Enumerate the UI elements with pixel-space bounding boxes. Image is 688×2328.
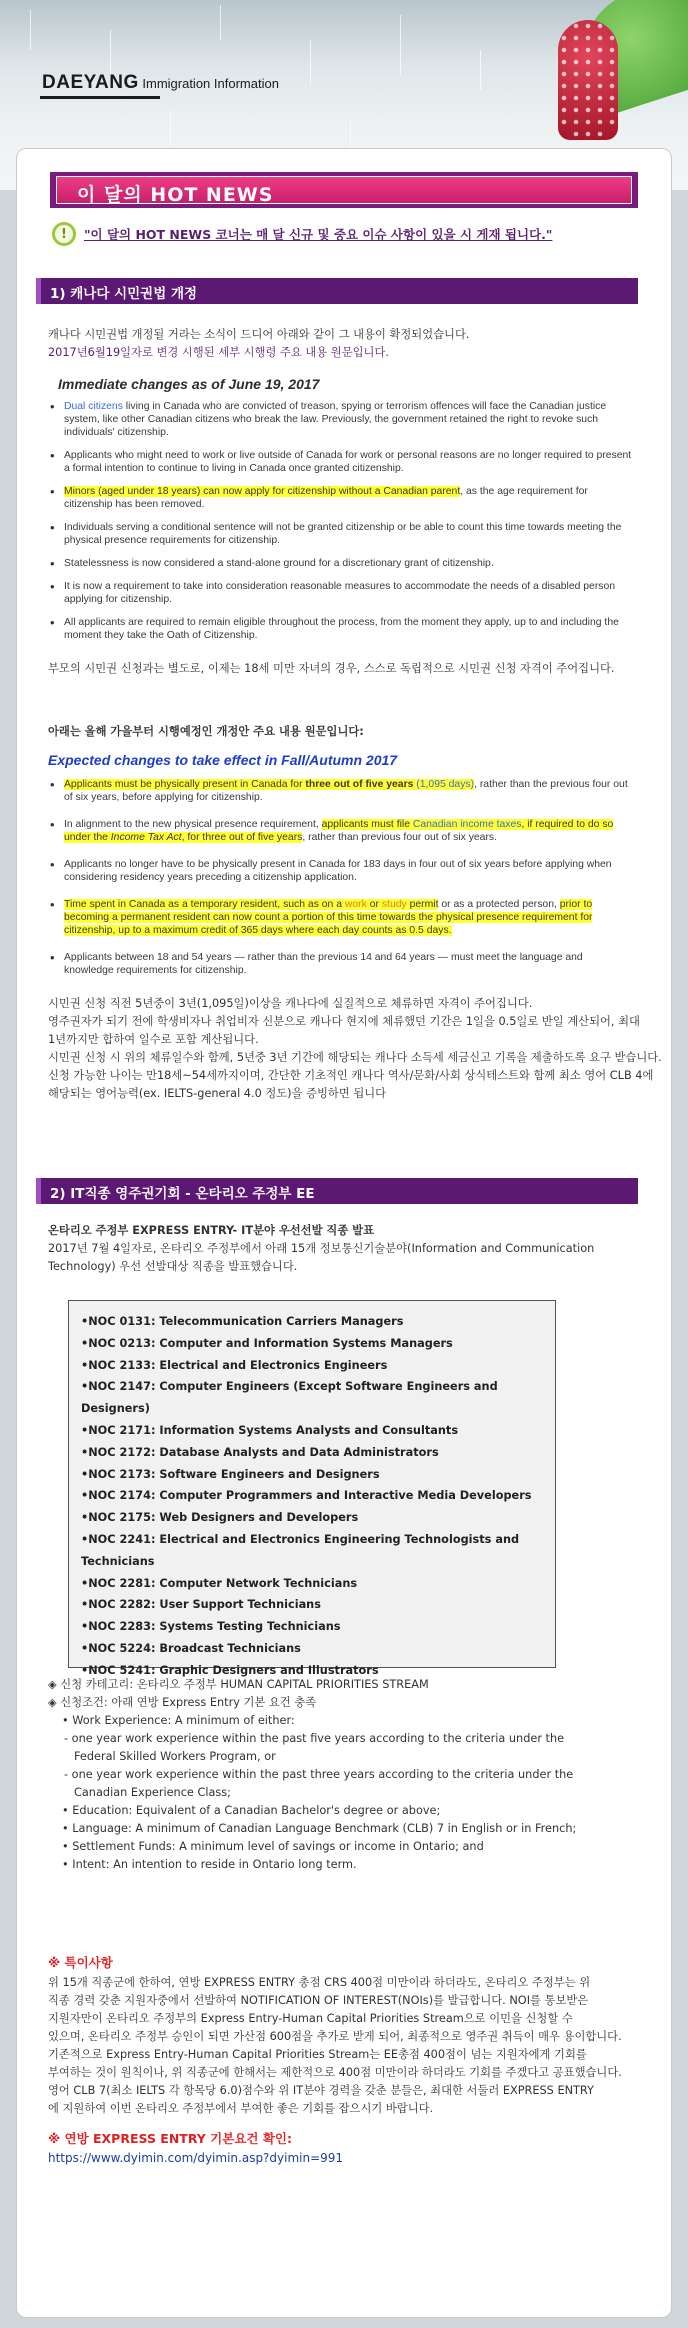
section1-intro: 캐나다 시민권법 개정될 거라는 소식이 드디어 아래와 같이 그 내용이 확정되었습니다.	[48, 328, 470, 341]
noc-item: •NOC 2282: User Support Technicians	[81, 1598, 321, 1612]
special-line: 위 15개 직종군에 한하여, 연방 EXPRESS ENTRY 총점 CRS 400점 미만이라 하더라도, 온타리오 주정부는 위	[48, 1976, 591, 1989]
hotnews-banner-inner	[56, 176, 632, 204]
notice-text: "이 달의 HOT NEWS 코너는 매 달 신규 및 중요 이슈 사항이 있을 시 게재 됩니다."	[84, 227, 553, 242]
special-line: 직종 경력 갖춘 지원자중에서 선발하여 NOTIFICATION OF INTEREST(NOIs)를 발급합니다. NOI를 통보받은	[48, 1994, 589, 2007]
section2-headline: 온타리오 주정부 EXPRESS ENTRY- IT분야 우선선발 직종 발표	[48, 1224, 375, 1237]
req-work-1a: - one year work experience within the past five years according to the criteria under the	[64, 1732, 565, 1745]
section-accent	[36, 1178, 41, 1204]
fall-list	[48, 778, 634, 991]
req-intent: • Intent: An intention to reside in Ontario long term.	[62, 1858, 357, 1871]
section1-header	[36, 278, 638, 304]
noc-item: •NOC 5224: Broadcast Technicians	[81, 1641, 301, 1655]
list-item: • Minors (aged under 18 years) can now apply for citizenship without a Canadian parent, as the age requirement for citizenship has been removed.	[48, 485, 634, 511]
noc-item: •NOC 2172: Database Analysts and Data Administrators	[81, 1445, 439, 1459]
list-item: • Applicants must be physically present in Canada for three out of five years (1,095 days), rather than the previous four out of six years, before applying for citizenship.	[48, 778, 634, 804]
special-line: 부여하는 것이 원칙이나, 위 직종군에 한해서는 제한적으로 400점 미만이라 하더라도 기회를 주겠다고 공표했습니다.	[48, 2066, 622, 2079]
list-item: • Statelessness is now considered a stand-alone ground for a discretionary grant of citizenship.	[48, 557, 634, 570]
req-work-2a: - one year work experience within the past three years according to the criteria under the	[64, 1768, 574, 1781]
noc-item: •NOC 5241: Graphic Designers and Illustrators	[81, 1663, 379, 1677]
noc-item: •NOC 2173: Software Engineers and Designers	[81, 1467, 380, 1481]
special-block	[48, 1974, 638, 2118]
hotnews-title: 이 달의 HOT NEWS	[77, 184, 274, 206]
rain-streak	[350, 120, 351, 150]
minor-note: 부모의 시민권 신청과는 별도로, 이제는 18세 미만 자녀의 경우, 스스로 독립적으로 시민권 신청 자격이 주어집니다.	[48, 662, 615, 675]
rain-streak	[480, 50, 481, 90]
noc-item: •NOC 0213: Computer and Information Systems Managers	[81, 1336, 453, 1350]
special-line: 기존적으로 Express Entry-Human Capital Priorities Stream는 EE총점 400점이 넘는 지원자에게 기회를	[48, 2048, 587, 2061]
noc-item: •NOC 2147: Computer Engineers (Except Software Engineers and Designers)	[81, 1380, 498, 1416]
express-entry-link[interactable]: https://www.dyimin.com/dyimin.asp?dyimin=991	[48, 2151, 344, 2165]
immediate-heading: Immediate changes as of June 19, 2017	[58, 376, 320, 392]
summary-line-5: 신청 가능한 나이는 만18세~54세까지이며, 간단한 기초적인 캐나다 역사/문화/사회 상식테스트와 함께 최소 영어 CLB 4에	[48, 1069, 654, 1082]
section2-header	[36, 1178, 638, 1204]
list-item: • Applicants who might need to work or live outside of Canada for work or personal reasons are no longer required to present a formal intention to continue to living in Canada once granted citizenship.	[48, 449, 634, 475]
section2-title: 2) IT직종 영주권기회 - 온타리오 주정부 EE	[50, 1186, 315, 1202]
special-title: ※ 특이사항	[48, 1955, 113, 1970]
noc-item: •NOC 2171: Information Systems Analysts and Consultants	[81, 1423, 459, 1437]
noc-item: Technicians	[81, 1554, 155, 1568]
summary-line-3: 1년까지만 합하여 일수로 포함 계산됩니다.	[48, 1033, 259, 1046]
list-item: • Individuals serving a conditional sentence will not be granted citizenship or be able to count this time towards meeting the physical presence requirements for citizenship.	[48, 521, 634, 547]
req-conditions: ◈ 신청조건: 아래 연방 Express Entry 기본 요건 충족	[48, 1696, 317, 1709]
section-accent	[36, 278, 41, 304]
list-item: • Applicants between 18 and 54 years — rather than the previous 14 and 64 years — must meet the language and knowledge requirements for citizenship.	[48, 951, 634, 977]
rain-streak	[400, 15, 401, 75]
noc-item: •NOC 2175: Web Designers and Developers	[81, 1511, 359, 1525]
special-line: 에 지원하여 이번 온타리오 주정부에서 부여한 좋은 기회를 잡으시기 바랍니다.	[48, 2102, 434, 2115]
summary-line-6: 해당되는 영어능력(ex. IELTS-general 4.0 정도)을 증빙하면 됩니다	[48, 1087, 387, 1100]
summary-line-2: 영주권자가 되기 전에 학생비자나 취업비자 신분으로 캐나다 현지에 체류했던 기간은 1일을 0.5일로 반일 계산되어, 최대	[48, 1015, 640, 1028]
noc-item: •NOC 2241: Electrical and Electronics Engineering Technologists and	[81, 1532, 520, 1546]
noc-item: •NOC 2281: Computer Network Technicians	[81, 1576, 358, 1590]
list-item: • It is now a requirement to take into consideration reasonable measures to accommodate the needs of a disabled person applying for citizenship.	[48, 580, 634, 606]
link-title: ※ 연방 EXPRESS ENTRY 기본요건 확인:	[48, 2131, 292, 2146]
brand-subtitle: Immigration Information	[138, 76, 279, 91]
section2-intro-2: Technology) 우선 선발대상 직종을 발표했습니다.	[48, 1260, 298, 1273]
noc-item: •NOC 2283: Systems Testing Technicians	[81, 1620, 341, 1634]
list-item: • In alignment to the new physical presence requirement, applicants must file Canadian income taxes, if required to do so under the Income Tax Act, for three out of five years, rather than previous four out of six years.	[48, 818, 634, 844]
rain-streak	[170, 110, 171, 145]
noc-item: •NOC 2174: Computer Programmers and Interactive Media Developers	[81, 1489, 532, 1503]
list-item: • Time spent in Canada as a temporary resident, such as on a work or study permit or as a protected person, prior to becoming a permanent resident can now count a portion of this time towards the physical presence requirement for citizenship, up to a maximum credit of 365 days where each day counts as 0.5 days.	[48, 898, 634, 937]
requirements-block	[48, 1676, 638, 1874]
req-funds: • Settlement Funds: A minimum level of savings or income in Ontario; and	[62, 1840, 484, 1853]
fall-intro: 아래는 올해 가을부터 시행예정인 개정안 주요 내용 원문입니다:	[48, 725, 364, 738]
hotnews-banner	[50, 172, 638, 208]
rain-streak	[310, 40, 311, 85]
logo-underline	[40, 96, 160, 99]
req-language: • Language: A minimum of Canadian Language Benchmark (CLB) 7 in English or in French;	[62, 1822, 577, 1835]
section1-title: 1) 캐나다 시민권법 개정	[50, 286, 198, 302]
rain-streak	[220, 5, 221, 40]
summary-line-1: 시민권 신청 직전 5년중이 3년(1,095일)이상을 캐나다에 실질적으로 체류하면 자격이 주어집니다.	[48, 997, 533, 1010]
summary-line-4: 시민권 신청 시 위의 체류일수와 함께, 5년중 3년 기간에 해당되는 캐나다 소득세 세금신고 기록을 제출하도록 요구 받습니다.	[48, 1051, 662, 1064]
rain-streak	[30, 10, 31, 50]
brand-name: DAEYANG	[42, 72, 139, 93]
noc-list-box	[68, 1300, 556, 1677]
noc-item: •NOC 0131: Telecommunication Carriers Managers	[81, 1315, 404, 1328]
req-work: • Work Experience: A minimum of either:	[62, 1714, 295, 1727]
notice-row	[52, 222, 552, 246]
special-line: 지원자만이 온타리오 주정부의 Express Entry-Human Capital Priorities Stream으로 이민을 신청할 수	[48, 2012, 573, 2025]
list-item: • Dual citizens living in Canada who are convicted of treason, spying or terrorism offences will face the Canadian justice system, like other Canadian citizens who break the law. Previously, the government retained the right to revoke such individuals' citizenship.	[48, 400, 634, 439]
list-item: • All applicants are required to remain eligible throughout the process, from the moment they apply, up to and including the moment they take the Oath of Citizenship.	[48, 616, 634, 642]
special-line: 있으며, 온타리오 주정부 승인이 되면 가산점 600점을 추가로 받게 되어, 최종적으로 영주권 취득이 매우 용이합니다.	[48, 2030, 622, 2043]
link-row	[48, 2149, 638, 2168]
req-work-1b: Federal Skilled Workers Program, or	[74, 1750, 276, 1763]
brand-logo[interactable]	[42, 72, 279, 94]
req-work-2b: Canadian Experience Class;	[74, 1786, 231, 1799]
list-item: • Applicants no longer have to be physically present in Canada for 183 days in four out of six years before applying when considering residency years preceding a citizenship application.	[48, 858, 634, 884]
section1-intro-highlight: 2017년6월19일자로 변경 시행된 세부 시행령 주요 내용 원문입니다.	[48, 346, 389, 359]
noc-item: •NOC 2133: Electrical and Electronics Engineers	[81, 1358, 388, 1372]
req-category: ◈ 신청 카테고리: 온타리오 주정부 HUMAN CAPITAL PRIORITIES STREAM	[48, 1678, 429, 1691]
section2-intro-1: 2017년 7월 4일자로, 온타리오 주정부에서 아래 15개 정보통신기술분야(Information and Communication	[48, 1242, 595, 1255]
fall-heading: Expected changes to take effect in Fall/Autumn 2017	[48, 752, 398, 768]
exclamation-icon: !	[52, 222, 76, 246]
req-education: • Education: Equivalent of a Canadian Bachelor's degree or above;	[62, 1804, 441, 1817]
special-line: 영어 CLB 7(최소 IELTS 각 항목당 6.0)점수와 위 IT분야 경력을 갖춘 분들은, 최대한 서둘러 EXPRESS ENTRY	[48, 2084, 594, 2097]
raincoat-pattern	[558, 20, 618, 140]
immediate-list	[48, 400, 634, 652]
